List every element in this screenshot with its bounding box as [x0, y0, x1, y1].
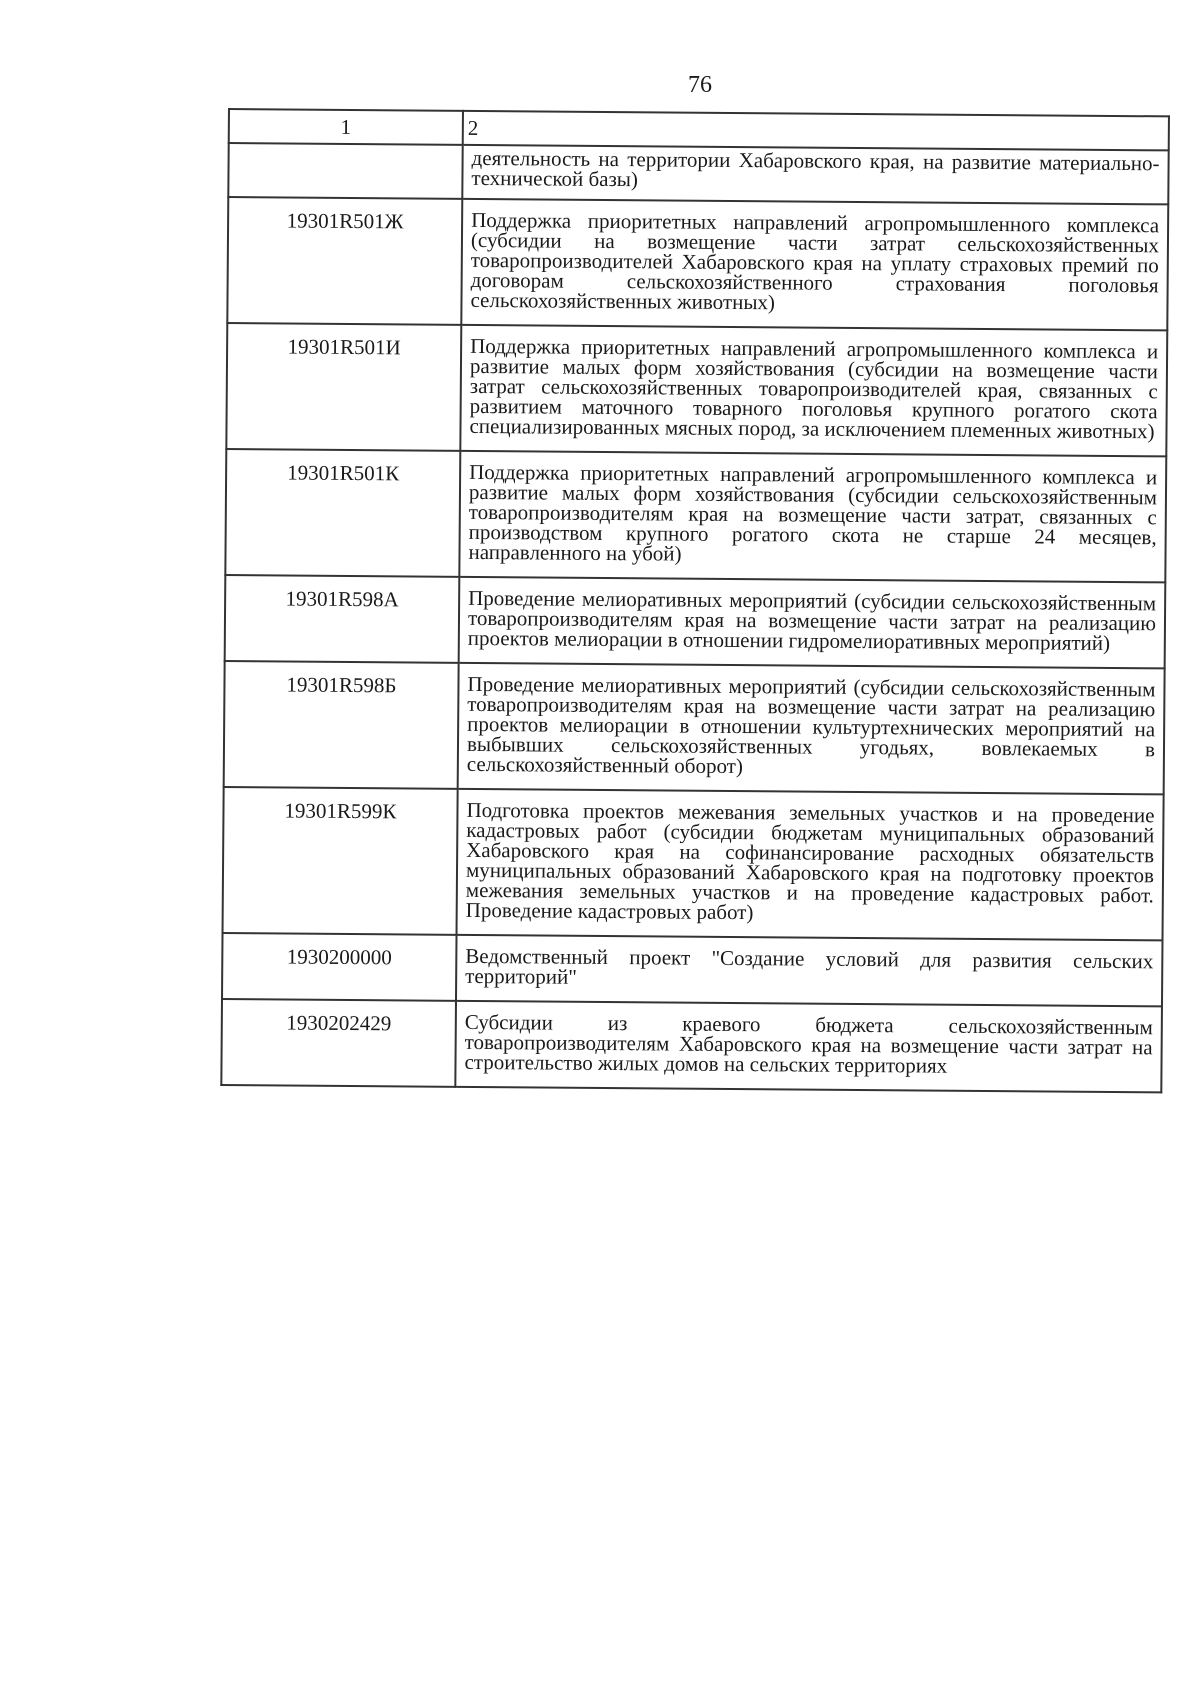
row-code: 1930202429	[221, 999, 456, 1087]
row-code: 19301R598Б	[224, 661, 459, 789]
row-description: Проведение мелиоративных мероприятий (субсидии сельскохозяйственным товаропроизводителям края на возмещение части затрат на реализацию проектов мелиорации в отношении культуртехнических мероприятий на выбывших сельскохозяйственных угодьях, вовлекаемых в сельскохозяйственный оборот)	[458, 663, 1165, 795]
row-description: Подготовка проектов межевания земельных участков и на проведение кадастровых работ (субсидии бюджетам муниципальных образований Хабаровского края на софинансирование расходных обязательств муниципальных образований Хабаровского края на подготовку проектов межевания земельных участков и на проведение кадастровых работ. Проведение кадастровых работ)	[457, 789, 1164, 941]
row-code: 19301R599К	[223, 787, 458, 935]
table-row	[225, 575, 1166, 668]
row-code: 19301R501И	[226, 323, 461, 451]
table-row	[227, 197, 1168, 330]
table-row	[222, 933, 1162, 1006]
budget-codes-table	[220, 108, 1170, 1093]
column-header-1: 1	[229, 109, 463, 145]
row-description: деятельность на территории Хабаровского края, на развитие материально-технической базы)	[462, 145, 1168, 205]
table-row	[223, 787, 1164, 940]
table-row	[221, 999, 1162, 1092]
row-code: 19301R501Ж	[227, 197, 462, 325]
table-row	[226, 323, 1167, 456]
table-row	[224, 661, 1165, 794]
row-description: Проведение мелиоративных мероприятий (субсидии сельскохозяйственным товаропроизводителям края на возмещение части затрат на реализацию проектов мелиорации в отношении гидромелиоративных мероприятий)	[459, 577, 1166, 669]
row-description: Поддержка приоритетных направлений агропромышленного комплекса и развитие малых форм хозяйствования (субсидии сельскохозяйственным товаропроизводителям края на возмещение части затрат, связанных с производством крупного рогатого скота не старше 24 месяцев, направленного на убой)	[459, 451, 1166, 583]
row-code: 19301R598А	[225, 575, 460, 663]
page-number: 76	[688, 72, 712, 98]
row-description: Поддержка приоритетных направлений агропромышленного комплекса и развитие малых форм хозяйствования (субсидии на возмещение части затрат сельскохозяйственных товаропроизводителей края, связанных с развитием маточного товарного поголовья крупного рогатого скота специализированных мясных пород, за исключением племенных животных)	[460, 325, 1167, 457]
table-row	[228, 143, 1168, 204]
column-header-2: 2	[463, 111, 1169, 151]
table-row	[225, 449, 1166, 582]
row-description: Ведомственный проект "Создание условий для развития сельских территорий"	[456, 935, 1162, 1007]
row-code: 1930200000	[222, 933, 457, 1001]
row-code: 19301R501К	[225, 449, 460, 577]
row-code	[228, 143, 462, 199]
row-description: Поддержка приоритетных направлений агропромышленного комплекса (субсидии на возмещение части затрат сельскохозяйственных товаропроизводителей Хабаровского края на уплату страховых премий по договорам сельскохозяйственного страхования поголовья сельскохозяйственных животных)	[461, 199, 1168, 331]
row-description: Субсидии из краевого бюджета сельскохозяйственным товаропроизводителям Хабаровского края на возмещение части затрат на строительство жилых домов на сельских территориях	[455, 1001, 1162, 1093]
